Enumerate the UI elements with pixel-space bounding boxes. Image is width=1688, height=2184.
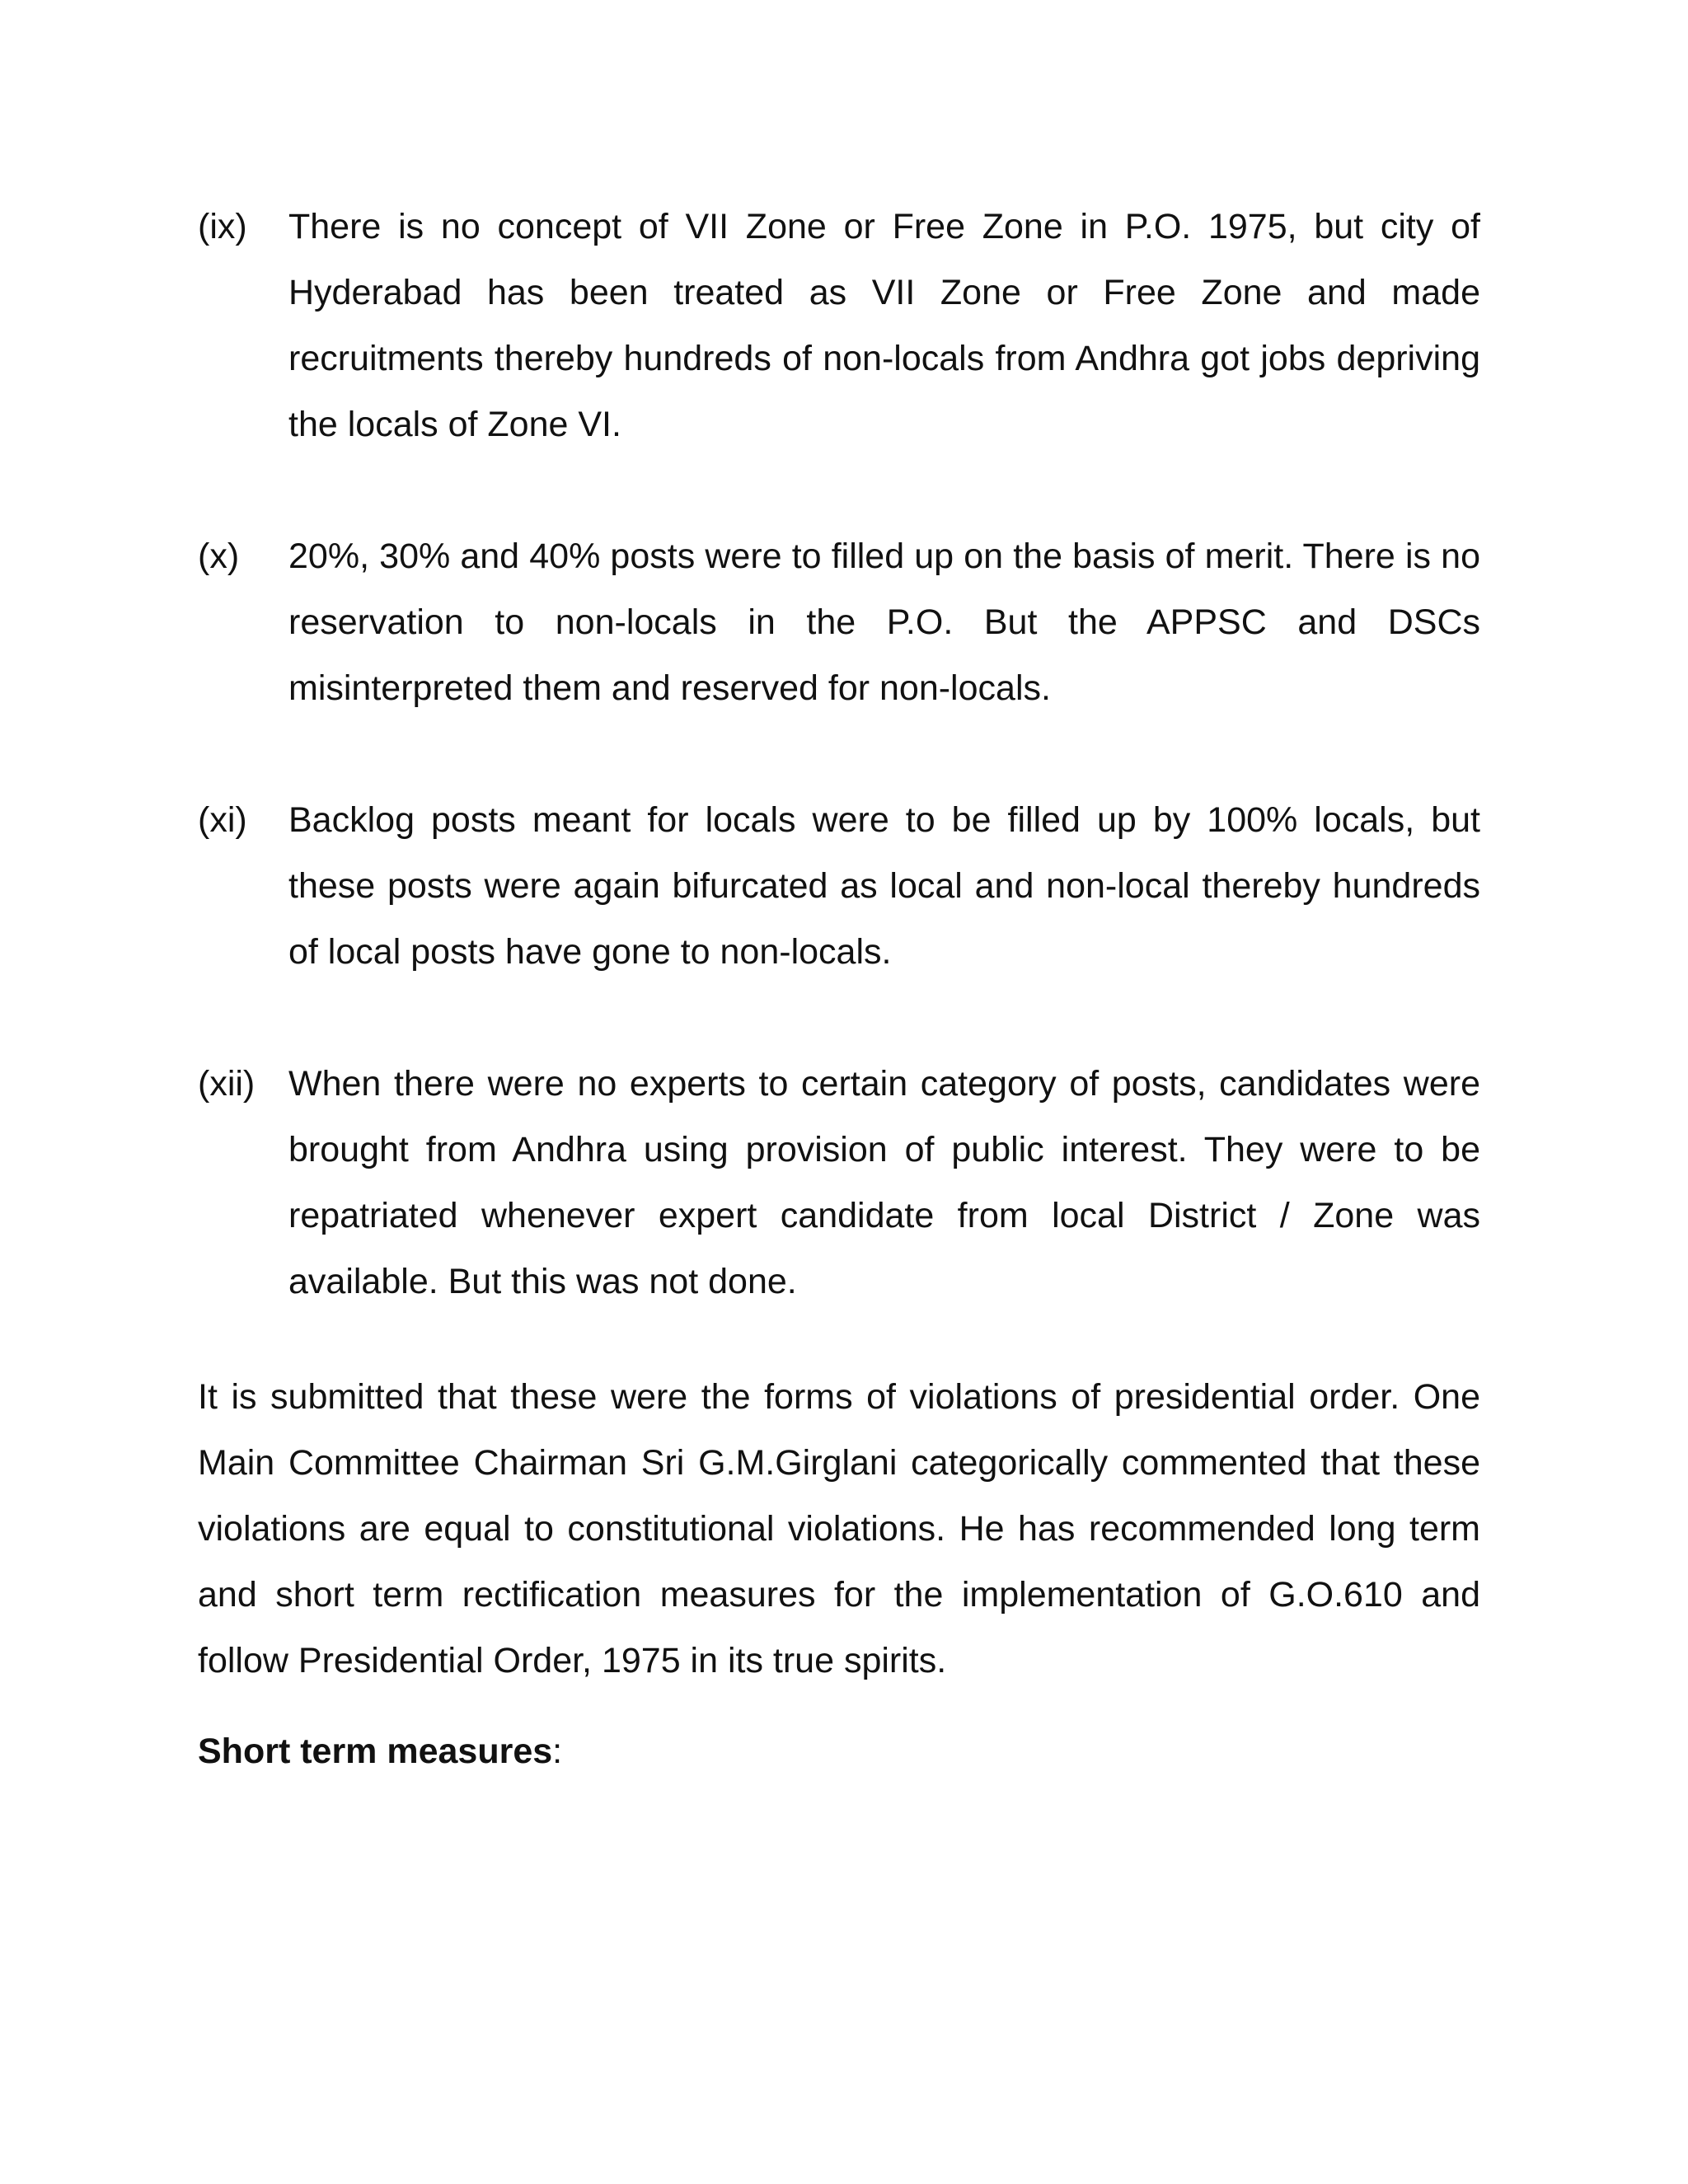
list-item-label: (ix) [198,207,247,246]
list-item-text: When there were no experts to certain category of posts, candidates were brought from Andhra using provision of public interest. They were to be repatriated whenever expert candidate from local District / Zone was available. But this was not done. [288,1064,1480,1301]
document-body [198,194,1480,1784]
list-item-label: (xi) [198,800,247,840]
list-item-text: Backlog posts meant for locals were to be filled up by 100% locals, but these posts were again bifurcated as local and non-local thereby hundreds of local posts have gone to non-locals. [288,800,1480,972]
body-paragraph: It is submitted that these were the forms of violations of presidential order. One Main Committee Chairman Sri G.M.Girglani categorically commented that these violations are equal to constitutional violations. He has recommended long term and short term rectification measures for the implementation of G.O.610 and follow Presidential Order, 1975 in its true spirits. [198,1377,1480,1680]
list-item-xii [198,1051,1480,1315]
list-item-label: (x) [198,537,240,576]
section-heading-colon: : [552,1732,563,1771]
list-item-xi [198,787,1480,985]
list-item-text: 20%, 30% and 40% posts were to filled up on the basis of merit. There is no reservation to non-locals in the P.O. But the APPSC and DSCs misinterpreted them and reserved for non-locals. [288,537,1480,708]
list-item-x [198,523,1480,721]
section-heading [198,1718,1480,1784]
list-item-ix [198,194,1480,457]
list-item-label: (xii) [198,1064,256,1104]
list-item-text: There is no concept of VII Zone or Free Zone in P.O. 1975, but city of Hyderabad has been treated as VII Zone or Free Zone and made recruitments thereby hundreds of non-locals from Andhra got jobs depriving the locals of Zone VI. [288,207,1480,444]
section-heading-text: Short term measures [198,1732,553,1771]
